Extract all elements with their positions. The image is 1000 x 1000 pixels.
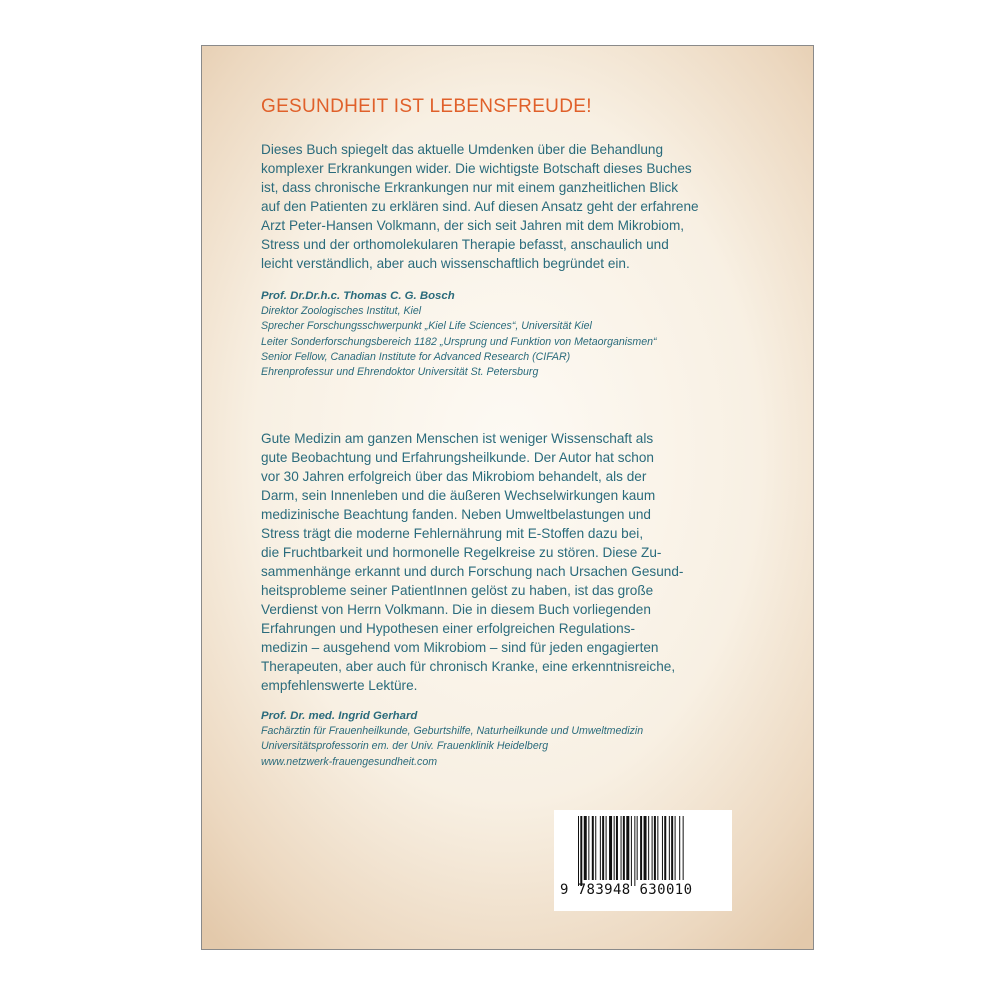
text-line: Therapeuten, aber auch für chronisch Kranke, eine erkenntnisreiche, bbox=[261, 659, 676, 674]
barcode-bar bbox=[614, 816, 615, 880]
barcode-bar bbox=[657, 816, 658, 880]
text-line: sammenhänge erkannt und durch Forschung nach Ursachen Gesund- bbox=[261, 564, 684, 579]
barcode-bar bbox=[578, 816, 579, 886]
text-line: Gute Medizin am ganzen Menschen ist weniger Wissenschaft als bbox=[261, 431, 654, 446]
barcode-bar bbox=[580, 816, 582, 886]
barcode-bar bbox=[640, 816, 642, 880]
barcode-bar bbox=[588, 816, 589, 880]
endorser-name: Prof. Dr. med. Ingrid Gerhard bbox=[261, 710, 418, 722]
barcode-bar bbox=[592, 816, 594, 880]
endorser-title-line: Fachärztin für Frauenheilkunde, Geburtshilfe, Naturheilkunde und Umweltmedizin bbox=[261, 725, 644, 737]
endorser-title-line: Ehrenprofessur und Ehrendoktor Universität St. Petersburg bbox=[261, 366, 539, 379]
blurb-paragraph-1 bbox=[261, 140, 761, 273]
text-line: vor 30 Jahren erfolgreich über das Mikrobiom behandelt, als der bbox=[261, 469, 647, 484]
endorsement-signature-2 bbox=[261, 708, 761, 770]
barcode-bar bbox=[648, 816, 649, 880]
endorser-title-line: Direktor Zoologisches Institut, Kiel bbox=[261, 305, 422, 317]
barcode-bar bbox=[584, 816, 587, 880]
text-line: die Fruchtbarkeit und hormonelle Regelkreise zu stören. Diese Zu- bbox=[261, 545, 662, 560]
barcode-bar bbox=[623, 816, 625, 880]
barcode-bar bbox=[675, 816, 676, 880]
barcode-bar bbox=[595, 816, 596, 880]
endorsement-signature-1 bbox=[261, 288, 761, 380]
text-line: Erfahrungen und Hypothesen einer erfolgreichen Regulations- bbox=[261, 621, 636, 636]
headline: GESUNDHEIT IST LEBENSFREUDE! bbox=[261, 96, 592, 117]
book-back-cover bbox=[201, 45, 814, 950]
barcode-bar bbox=[626, 816, 629, 880]
barcode-bar bbox=[631, 816, 632, 886]
text-line: empfehlenswerte Lektüre. bbox=[261, 678, 418, 693]
text-line: medizinische Beachtung fanden. Neben Umweltbelastungen und bbox=[261, 507, 651, 522]
endorser-website: www.netzwerk-frauengesundheit.com bbox=[261, 755, 438, 768]
text-line: Stress trägt die moderne Fehlernährung mit E-Stoffen dazu bei, bbox=[261, 526, 644, 541]
endorser-name: Prof. Dr.Dr.h.c. Thomas C. G. Bosch bbox=[261, 290, 455, 302]
barcode-bar bbox=[652, 816, 653, 880]
barcode-bar bbox=[616, 816, 618, 880]
text-line: komplexer Erkrankungen wider. Die wichtigste Botschaft dieses Buches bbox=[261, 161, 692, 176]
barcode-bar bbox=[609, 816, 612, 880]
barcode-bar bbox=[664, 816, 666, 880]
text-line: Darm, sein Innenleben und die äußeren Wechselwirkungen kaum bbox=[261, 488, 656, 503]
text-line: Verdienst von Herrn Volkmann. Die in diesem Buch vorliegenden bbox=[261, 602, 651, 617]
barcode-bar bbox=[683, 816, 684, 880]
barcode-bar bbox=[644, 816, 647, 880]
text-line: Arzt Peter-Hansen Volkmann, der sich seit Jahren mit dem Mikrobiom, bbox=[261, 218, 685, 233]
barcode-bar bbox=[662, 816, 663, 880]
barcode-bar bbox=[637, 816, 638, 880]
text-line: auf den Patienten zu erklären sind. Auf diesen Ansatz geht der erfahrene bbox=[261, 199, 699, 214]
endorser-title-line: Universitätsprofessorin em. der Univ. Frauenklinik Heidelberg bbox=[261, 740, 549, 753]
text-line: Dieses Buch spiegelt das aktuelle Umdenken über die Behandlung bbox=[261, 142, 664, 157]
endorser-title-line: Senior Fellow, Canadian Institute for Advanced Research (CIFAR) bbox=[261, 350, 571, 363]
barcode-bar bbox=[634, 816, 635, 886]
barcode-bar bbox=[602, 816, 604, 880]
barcode-bar bbox=[669, 816, 670, 880]
text-line: leicht verständlich, aber auch wissenschaftlich begründet ein. bbox=[261, 256, 630, 271]
endorser-title-line: Leiter Sonderforschungsbereich 1182 „Ursprung und Funktion von Metaorganismen“ bbox=[261, 335, 657, 348]
barcode-bar bbox=[679, 816, 680, 880]
text-line: ist, dass chronische Erkrankungen nur mit einem ganzheitlichen Blick bbox=[261, 180, 679, 195]
barcode-bar bbox=[671, 816, 673, 880]
text-line: medizin – ausgehend vom Mikrobiom – sind für jeden engagierten bbox=[261, 640, 659, 655]
endorser-title-line: Sprecher Forschungsschwerpunkt „Kiel Life Sciences“, Universität Kiel bbox=[261, 320, 592, 333]
isbn-number: 9 783948 630010 bbox=[560, 882, 693, 898]
barcode-bar bbox=[654, 816, 656, 880]
barcode-bar bbox=[606, 816, 607, 880]
barcode-bar bbox=[600, 816, 601, 880]
barcode-bar bbox=[621, 816, 622, 880]
text-line: Stress und der orthomolekularen Therapie befasst, anschaulich und bbox=[261, 237, 669, 252]
text-line: heitsprobleme seiner PatientInnen gelöst zu haben, ist das große bbox=[261, 583, 654, 598]
isbn-barcode bbox=[554, 810, 732, 911]
text-line: gute Beobachtung und Erfahrungsheilkunde. Der Autor hat schon bbox=[261, 450, 654, 465]
blurb-paragraph-2 bbox=[261, 429, 761, 695]
